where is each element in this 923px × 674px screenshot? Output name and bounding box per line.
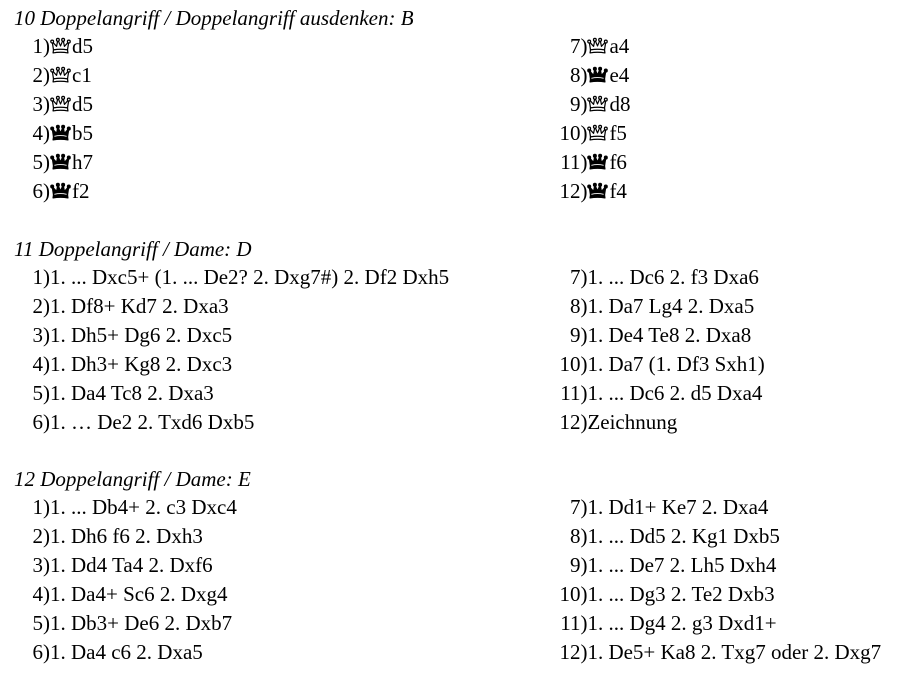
answer-text: 1. ... Dg4 2. g3 Dxd1+ xyxy=(587,611,777,635)
answer-row xyxy=(14,292,551,321)
white-queen-icon xyxy=(50,93,71,114)
black-queen-icon xyxy=(587,151,608,172)
white-queen-icon xyxy=(587,122,608,143)
answer-body xyxy=(587,292,754,321)
answer-text: 1. Dh5+ Dg6 2. Dxc5 xyxy=(50,323,233,347)
answer-body xyxy=(587,32,629,61)
answers-left-column xyxy=(14,493,551,667)
answer-number: 3) xyxy=(32,323,50,347)
answer-row xyxy=(551,61,919,90)
answer-text: Zeichnung xyxy=(587,410,678,434)
section-title: 12 Doppelangriff / Dame: E xyxy=(14,467,251,491)
answer-text: b5 xyxy=(72,121,93,145)
black-queen-icon xyxy=(50,122,71,143)
section-11 xyxy=(14,235,919,437)
answer-number: 1) xyxy=(32,495,50,519)
answer-body xyxy=(50,90,93,119)
answer-number: 7) xyxy=(569,265,588,289)
answer-row xyxy=(14,379,551,408)
answer-text: 1. ... Dxc5+ (1. ... De2? 2. Dxg7#) 2. Df2 Dxh5 xyxy=(50,265,450,289)
answer-text: 1. Da4 c6 2. Dxa5 xyxy=(50,640,203,664)
answer-text: e4 xyxy=(609,63,630,87)
answer-row xyxy=(551,638,919,667)
answer-row xyxy=(551,350,919,379)
answer-text: 1. Dh3+ Kg8 2. Dxc3 xyxy=(50,352,233,376)
answer-number: 11) xyxy=(560,381,588,405)
answer-number: 4) xyxy=(32,352,50,376)
answer-body xyxy=(50,321,232,350)
answer-text: 1. Da7 Lg4 2. Dxa5 xyxy=(587,294,755,318)
answer-body xyxy=(50,379,214,408)
black-queen-icon xyxy=(587,64,608,85)
answer-number: 9) xyxy=(569,92,588,116)
answer-text: 1. ... Dc6 2. f3 Dxa6 xyxy=(587,265,759,289)
answer-body xyxy=(50,292,229,321)
answer-row xyxy=(14,263,551,292)
answer-number: 2) xyxy=(32,63,50,87)
answer-body xyxy=(587,321,751,350)
answer-row xyxy=(14,522,551,551)
answer-text: 1. De4 Te8 2. Dxa8 xyxy=(587,323,752,347)
answer-text: 1. Da4+ Sc6 2. Dxg4 xyxy=(50,582,228,606)
answer-body xyxy=(50,350,232,379)
answer-row xyxy=(551,408,919,437)
answer-body xyxy=(50,609,232,638)
answer-text: f4 xyxy=(609,179,627,203)
answer-row xyxy=(14,551,551,580)
answer-row xyxy=(551,148,919,177)
answer-body xyxy=(50,263,449,292)
white-queen-icon xyxy=(587,93,608,114)
answer-body xyxy=(587,90,630,119)
answer-number: 2) xyxy=(32,524,50,548)
answer-text: f2 xyxy=(72,179,90,203)
answer-text: 1. Da7 (1. Df3 Sxh1) xyxy=(587,352,765,376)
answers-left-column xyxy=(14,263,551,437)
answer-text: f5 xyxy=(609,121,627,145)
answer-body xyxy=(50,522,203,551)
answer-body xyxy=(587,609,776,638)
answer-row xyxy=(14,580,551,609)
answer-row xyxy=(551,119,919,148)
answer-text: 1. Dd1+ Ke7 2. Dxa4 xyxy=(587,495,769,519)
answer-number: 11) xyxy=(560,150,588,174)
answer-number: 2) xyxy=(32,294,50,318)
answer-number: 9) xyxy=(569,553,588,577)
answer-number: 7) xyxy=(569,495,588,519)
answer-body xyxy=(587,522,780,551)
answers-left-column xyxy=(14,32,551,206)
answer-number: 5) xyxy=(32,611,50,635)
answer-number: 1) xyxy=(32,34,50,58)
black-queen-icon xyxy=(50,180,71,201)
answer-body xyxy=(587,379,762,408)
answer-row xyxy=(14,350,551,379)
answer-number: 8) xyxy=(569,294,588,318)
answer-text: 1. Df8+ Kd7 2. Dxa3 xyxy=(50,294,229,318)
answer-text: 1. … De2 2. Txd6 Dxb5 xyxy=(50,410,255,434)
answer-row xyxy=(551,292,919,321)
answer-text: d8 xyxy=(609,92,631,116)
section-title: 11 Doppelangriff / Dame: D xyxy=(14,237,252,261)
answer-row xyxy=(14,148,551,177)
answer-row xyxy=(551,379,919,408)
answer-number: 8) xyxy=(569,524,588,548)
answer-number: 1) xyxy=(32,265,50,289)
answer-row xyxy=(551,32,919,61)
answer-number: 5) xyxy=(32,381,50,405)
answer-row xyxy=(14,638,551,667)
answer-number: 12) xyxy=(559,410,588,434)
answer-row xyxy=(14,321,551,350)
answer-row xyxy=(14,32,551,61)
answer-number: 6) xyxy=(32,179,50,203)
answer-row xyxy=(14,408,551,437)
answer-text: d5 xyxy=(72,34,93,58)
answer-body xyxy=(50,580,228,609)
answer-number: 12) xyxy=(559,640,588,664)
answer-number: 3) xyxy=(32,92,50,116)
answer-row xyxy=(551,177,919,206)
answer-number: 6) xyxy=(32,640,50,664)
answer-body xyxy=(50,119,93,148)
answer-number: 11) xyxy=(560,611,588,635)
answer-text: 1. ... Dc6 2. d5 Dxa4 xyxy=(587,381,763,405)
answer-text: a4 xyxy=(609,34,630,58)
answer-text: 1. Dh6 f6 2. Dxh3 xyxy=(50,524,203,548)
answer-row xyxy=(551,263,919,292)
answer-body xyxy=(50,551,213,580)
answer-body xyxy=(50,408,254,437)
section-title: 10 Doppelangriff / Doppelangriff ausdenken: B xyxy=(14,6,414,30)
answer-body xyxy=(587,408,677,437)
answer-text: 1. ... De7 2. Lh5 Dxh4 xyxy=(587,553,777,577)
answer-number: 4) xyxy=(32,582,50,606)
answer-row xyxy=(14,90,551,119)
answer-number: 8) xyxy=(569,63,588,87)
answer-number: 3) xyxy=(32,553,50,577)
answers-right-column xyxy=(551,263,919,437)
answer-row xyxy=(551,493,919,522)
section-10 xyxy=(14,4,919,206)
answer-number: 12) xyxy=(559,179,588,203)
answer-text: d5 xyxy=(72,92,93,116)
answer-number: 6) xyxy=(32,410,50,434)
answer-body xyxy=(587,61,629,90)
answer-text: h7 xyxy=(72,150,93,174)
answer-row xyxy=(551,522,919,551)
answer-body xyxy=(50,493,237,522)
answer-text: 1. ... Dd5 2. Kg1 Dxb5 xyxy=(587,524,780,548)
answer-number: 5) xyxy=(32,150,50,174)
answer-row xyxy=(14,61,551,90)
answer-row xyxy=(14,119,551,148)
answer-text: 1. Da4 Tc8 2. Dxa3 xyxy=(50,381,214,405)
answer-number: 10) xyxy=(559,352,588,376)
answer-body xyxy=(587,119,627,148)
answer-text: 1. ... Db4+ 2. c3 Dxc4 xyxy=(50,495,237,519)
answer-row xyxy=(14,177,551,206)
answer-body xyxy=(50,177,90,206)
answer-number: 7) xyxy=(569,34,588,58)
answer-text: c1 xyxy=(72,63,92,87)
answer-body xyxy=(587,551,776,580)
answer-body xyxy=(50,61,92,90)
answer-body xyxy=(587,580,774,609)
answer-number: 4) xyxy=(32,121,50,145)
answer-body xyxy=(587,638,881,667)
answer-row xyxy=(551,551,919,580)
answer-text: f6 xyxy=(609,150,627,174)
answer-number: 10) xyxy=(559,121,588,145)
answer-body xyxy=(50,32,93,61)
answer-row xyxy=(551,609,919,638)
answer-text: 1. ... Dg3 2. Te2 Dxb3 xyxy=(587,582,775,606)
answer-text: 1. Db3+ De6 2. Dxb7 xyxy=(50,611,233,635)
answer-body xyxy=(50,638,203,667)
answer-body xyxy=(587,148,627,177)
answer-body xyxy=(587,177,627,206)
answer-text: 1. Dd4 Ta4 2. Dxf6 xyxy=(50,553,213,577)
answer-row xyxy=(551,90,919,119)
answer-text: 1. De5+ Ka8 2. Txg7 oder 2. Dxg7 xyxy=(587,640,882,664)
answer-row xyxy=(551,321,919,350)
black-queen-icon xyxy=(50,151,71,172)
answers-right-column xyxy=(551,32,919,206)
answer-number: 9) xyxy=(569,323,588,347)
section-12 xyxy=(14,465,919,667)
answer-row xyxy=(551,580,919,609)
answer-number: 10) xyxy=(559,582,588,606)
answer-body xyxy=(50,148,93,177)
answer-body xyxy=(587,350,764,379)
answer-row xyxy=(14,609,551,638)
white-queen-icon xyxy=(50,35,71,56)
answer-row xyxy=(14,493,551,522)
answer-body xyxy=(587,493,768,522)
black-queen-icon xyxy=(587,180,608,201)
answer-body xyxy=(587,263,758,292)
white-queen-icon xyxy=(587,35,608,56)
white-queen-icon xyxy=(50,64,71,85)
answers-right-column xyxy=(551,493,919,667)
